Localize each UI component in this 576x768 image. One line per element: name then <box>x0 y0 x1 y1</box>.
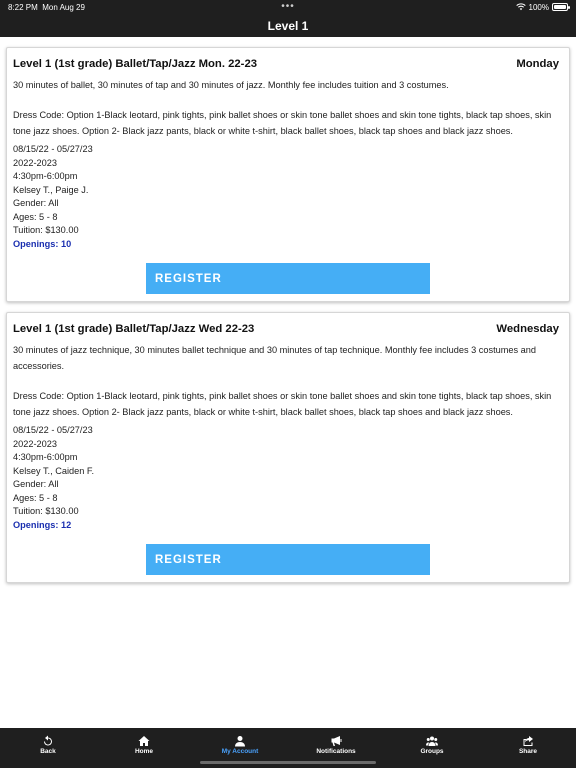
status-time: 8:22 PM <box>8 2 38 12</box>
class-season: 2022-2023 <box>13 438 57 449</box>
class-time: 4:30pm-6:00pm <box>13 452 78 462</box>
class-ages: Ages: 5 - 8 <box>13 211 58 222</box>
class-day: Wednesday <box>496 323 559 335</box>
multitask-dots[interactable]: ••• <box>281 1 295 12</box>
class-gender: Gender: All <box>13 198 59 208</box>
class-tuition: Tuition: $130.00 <box>13 225 79 235</box>
status-right <box>516 3 568 12</box>
class-description: 30 minutes of jazz technique, 30 minutes ballet technique and 30 minutes of tap technique. Monthly fee includes 3 costumes and accessories. <box>13 345 536 371</box>
class-list[interactable] <box>0 37 576 728</box>
status-bar <box>0 0 576 14</box>
tab-label: My Account <box>221 748 259 755</box>
tab-back[interactable] <box>0 728 96 768</box>
share-icon <box>522 735 534 747</box>
class-dates: 08/15/22 - 05/27/23 <box>13 144 93 154</box>
class-gender: Gender: All <box>13 479 59 489</box>
tab-bar <box>0 728 576 768</box>
class-season: 2022-2023 <box>13 157 57 168</box>
battery-percent: 100% <box>528 2 549 12</box>
class-instructors: Kelsey T., Caiden F. <box>13 465 95 476</box>
megaphone-icon <box>330 735 342 747</box>
status-date: Mon Aug 29 <box>42 2 85 12</box>
page-title: Level 1 <box>267 18 309 33</box>
battery-icon <box>552 3 568 11</box>
wifi-icon <box>516 3 526 11</box>
class-description-block <box>13 77 563 139</box>
person-icon <box>234 735 246 747</box>
home-icon <box>138 735 150 747</box>
tab-share[interactable] <box>480 728 576 768</box>
nav-bar <box>0 14 576 37</box>
tab-label: Back <box>40 748 56 755</box>
class-details <box>13 143 563 238</box>
home-indicator[interactable] <box>200 761 376 764</box>
register-button[interactable]: REGISTER <box>146 544 430 575</box>
class-tuition: Tuition: $130.00 <box>13 506 79 516</box>
battery-level <box>554 5 566 9</box>
class-description-block <box>13 342 563 420</box>
tab-groups[interactable] <box>384 728 480 768</box>
tab-label: Share <box>518 748 538 755</box>
class-dress-code: Dress Code: Option 1-Black leotard, pink tights, pink ballet shoes or skin tone ballet shoes and skin tone tights, black tap shoes, skin tone jazz shoes. Option 2- Black jazz pants, black or white t-shirt, black ballet shoes, black tap shoes and black jazz shoes. <box>13 391 552 417</box>
class-description: 30 minutes of ballet, 30 minutes of tap and 30 minutes of jazz. Monthly fee includes tuition and 3 costumes. <box>13 80 449 90</box>
class-details <box>13 424 563 519</box>
class-card-header <box>13 321 563 337</box>
class-openings: Openings: 10 <box>13 238 72 249</box>
tab-home[interactable] <box>96 728 192 768</box>
back-arrow-icon <box>42 735 54 747</box>
class-dates: 08/15/22 - 05/27/23 <box>13 425 93 435</box>
tab-label: Home <box>134 748 154 755</box>
tab-label: Notifications <box>316 748 356 755</box>
register-button[interactable]: REGISTER <box>146 263 430 294</box>
tab-label: Groups <box>420 748 444 755</box>
class-instructors: Kelsey T., Paige J. <box>13 184 89 195</box>
class-title: Level 1 (1st grade) Ballet/Tap/Jazz Mon. 22-23 <box>13 58 258 70</box>
class-day: Monday <box>516 58 559 70</box>
class-card-wednesday <box>6 312 570 583</box>
status-time-date <box>8 3 516 12</box>
class-ages: Ages: 5 - 8 <box>13 492 58 503</box>
class-card-monday <box>6 47 570 302</box>
group-icon <box>426 735 438 747</box>
class-card-header <box>13 56 563 72</box>
class-time: 4:30pm-6:00pm <box>13 171 78 181</box>
class-title: Level 1 (1st grade) Ballet/Tap/Jazz Wed 22-23 <box>13 323 255 335</box>
class-dress-code: Dress Code: Option 1-Black leotard, pink tights, pink ballet shoes or skin tone ballet shoes and skin tone tights, black tap shoes, skin tone jazz shoes. Option 2- Black jazz pants, black or white t-shirt, black ballet shoes, black tap shoes and black jazz shoes. <box>13 110 552 136</box>
class-openings: Openings: 12 <box>13 519 72 530</box>
